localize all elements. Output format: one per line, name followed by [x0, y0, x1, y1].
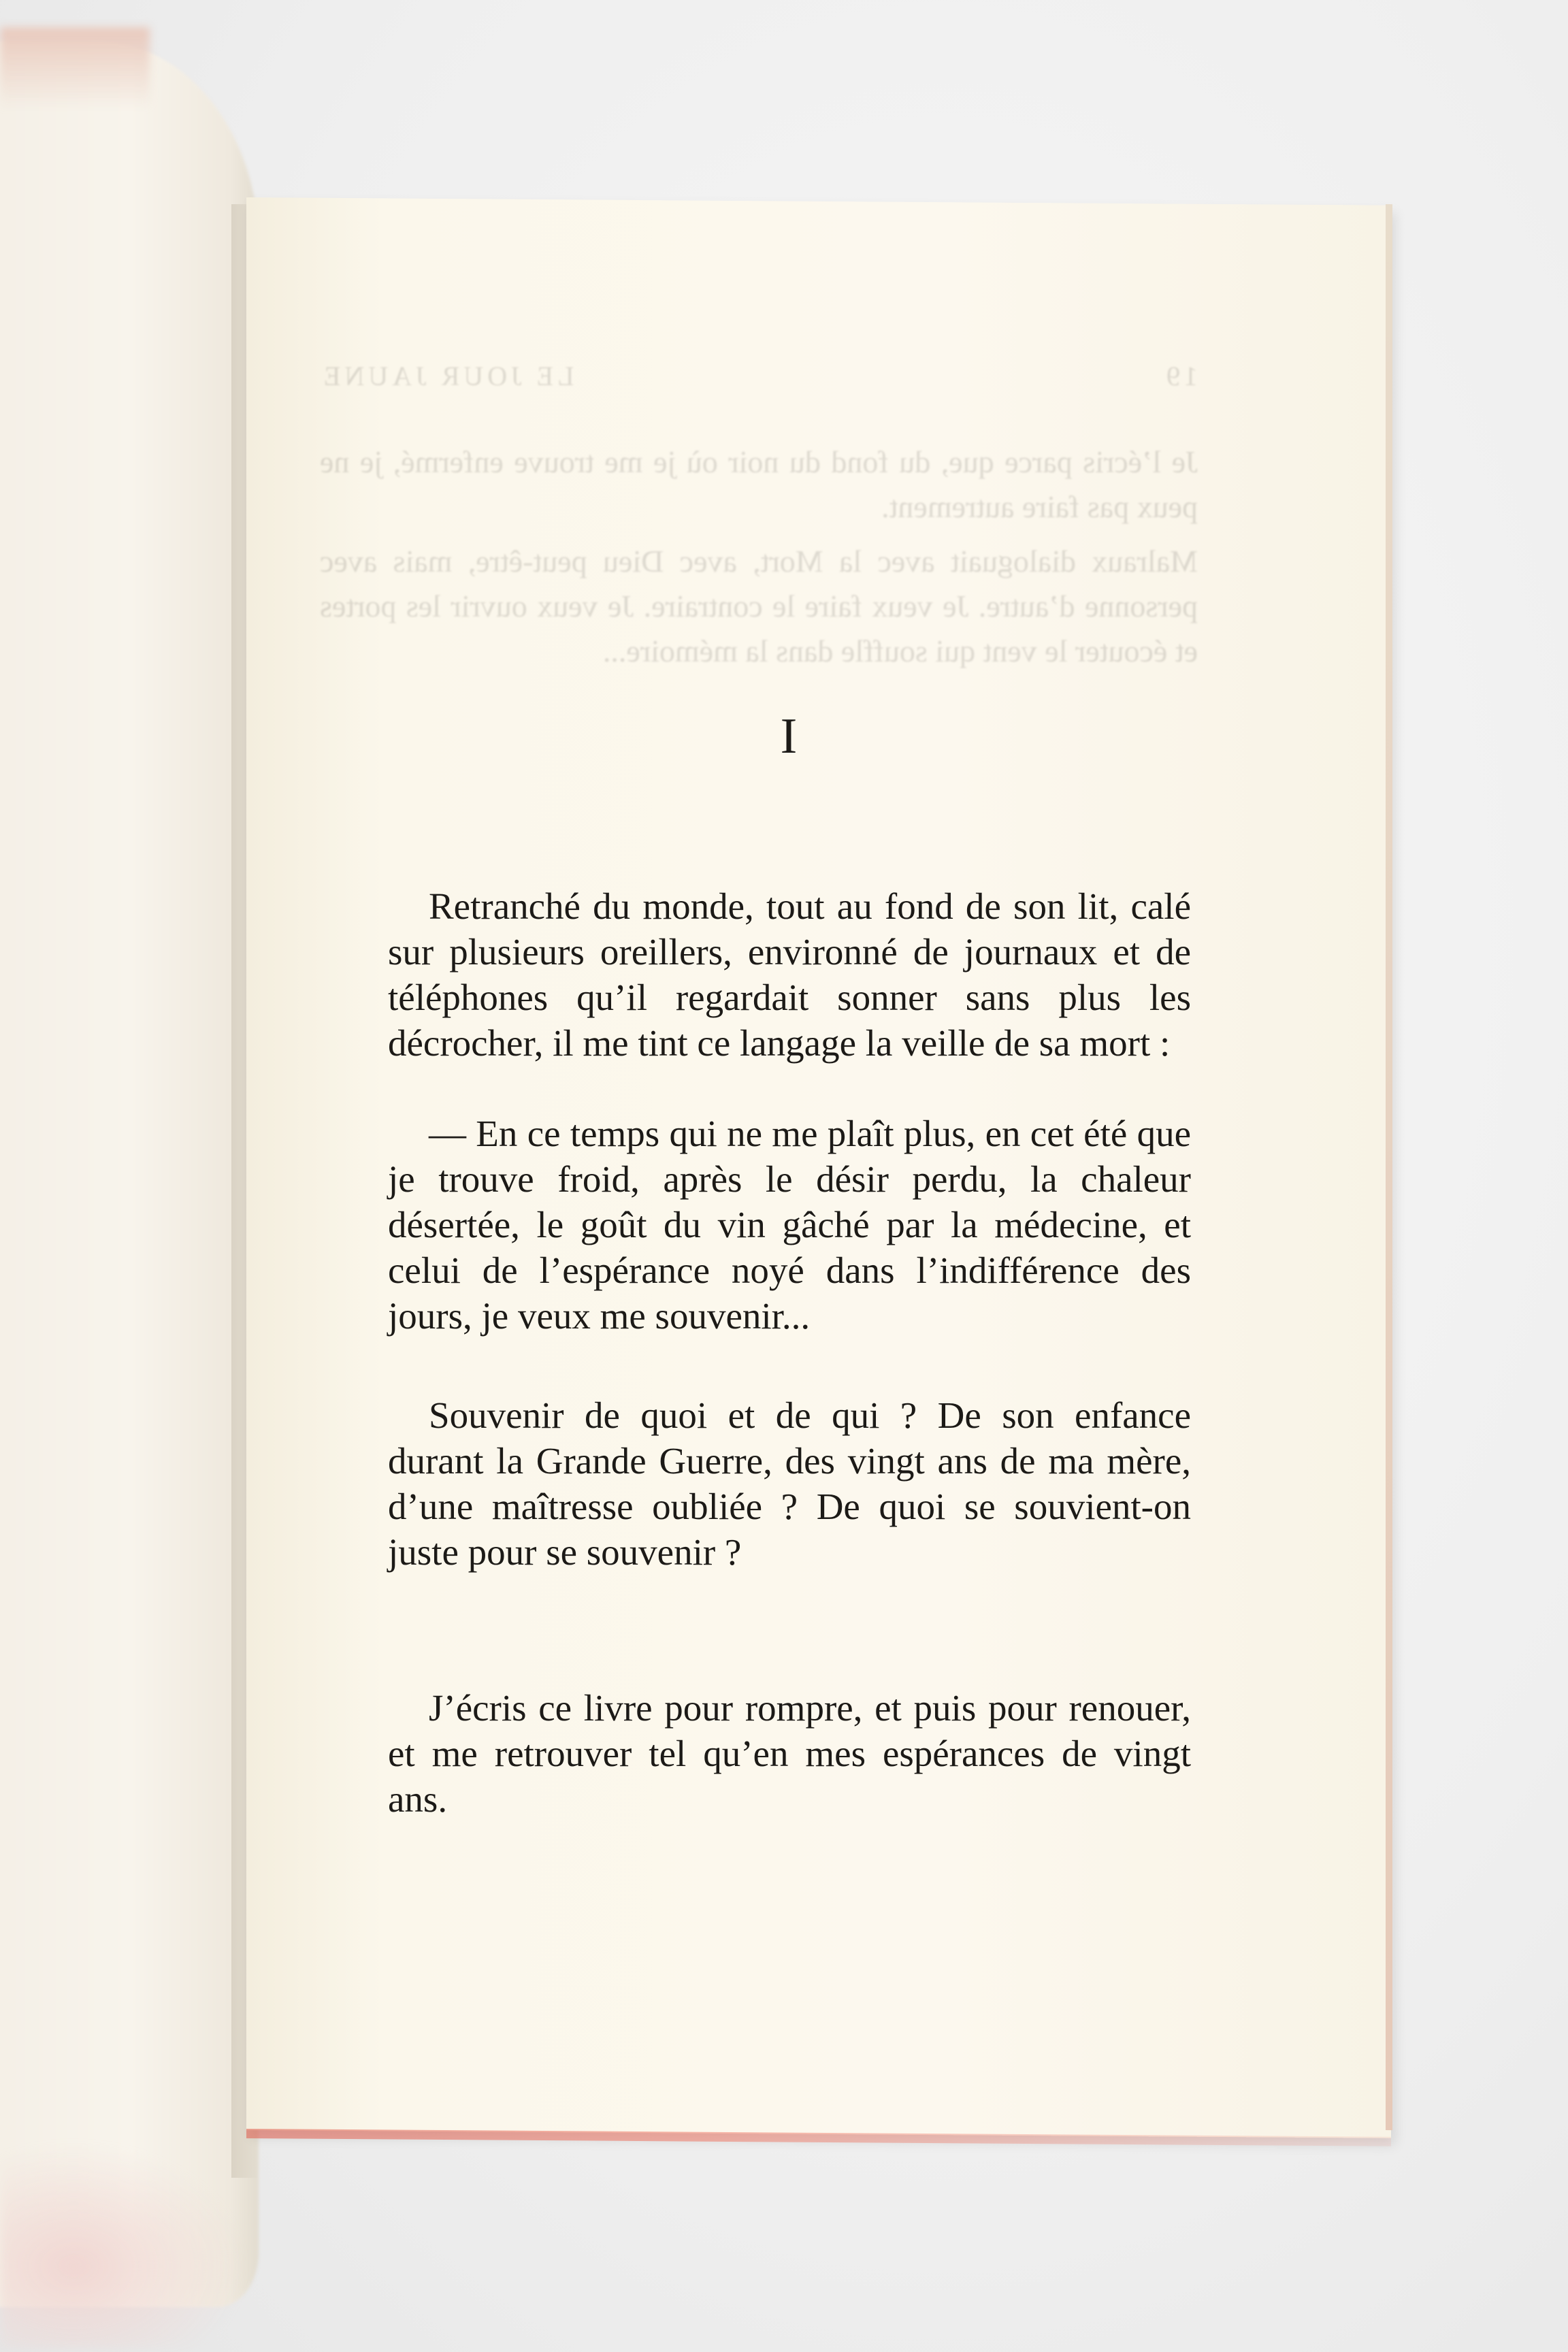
show-through-text: 19 LE JOUR JAUNE Je l’écris parce que, du fond du noir où je me trouve enfermé, je ne peux pas faire autrement. Malraux dialoguait avec la Mort, avec Dieu peut-être, mais avec personne d’autre. Je veux faire le contraire. Je veux ouvrir les portes et écouter le vent qui souffle dans la mémoire...	[320, 361, 1198, 668]
left-page-blurred	[0, 41, 259, 2307]
page-fore-edge	[1386, 204, 1392, 2130]
left-page-cover-tint	[0, 27, 150, 109]
chapter-number: I	[780, 708, 799, 764]
paragraph: Souvenir de quoi et de qui ? De son enfance durant la Grande Guerre, des vingt ans de ma mère, d’une maîtresse oubliée ? De quoi se souvient-on juste pour se souvenir ?	[388, 1394, 1191, 1573]
left-page-bottom-tint	[0, 2144, 245, 2348]
paragraph: — En ce temps qui ne me plaît plus, en cet été que je trouve froid, après le désir perdu, la chaleur désertée, le goût du vin gâché par la médecine, et celui de l’espérance noyé dans l’indifférence des jours, je veux me souvenir...	[388, 1113, 1191, 1337]
paragraph: J’écris ce livre pour rompre, et puis pour renouer, et me retrouver tel qu’en mes espérances de vingt ans.	[388, 1687, 1191, 1820]
paragraph: Retranché du monde, tout au fond de son lit, calé sur plusieurs oreillers, environné de journaux et de téléphones qu’il regardait sonner sans plus les décrocher, il me tint ce langage la veille de sa mort :	[388, 885, 1191, 1064]
